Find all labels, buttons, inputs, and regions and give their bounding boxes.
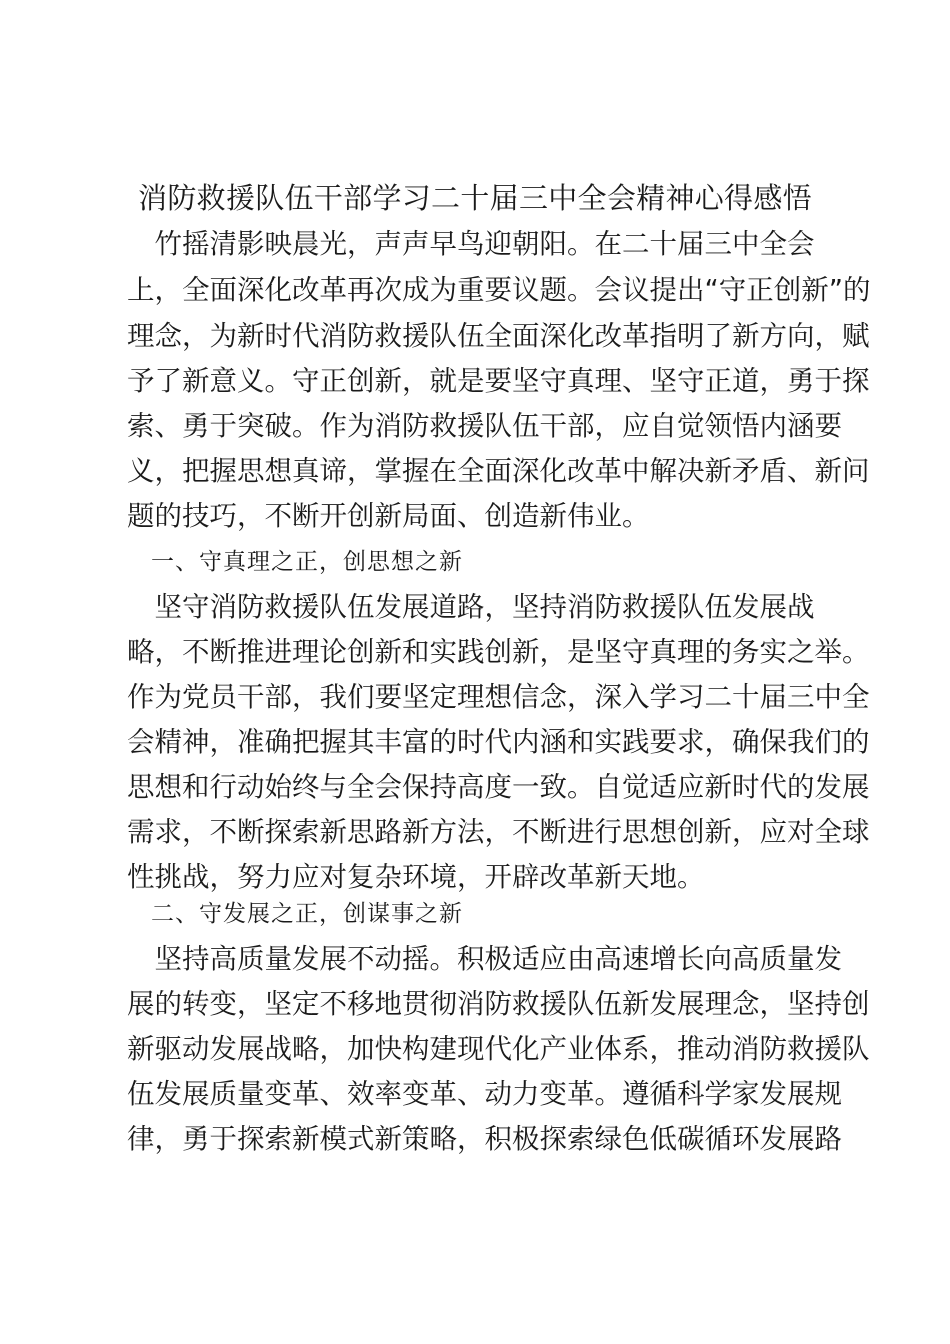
document-title: 消防救援队伍干部学习二十届三中全会精神心得感悟: [138, 181, 812, 215]
text-line: 思想和行动始终与全会保持高度一致。自觉适应新时代的发展: [127, 771, 870, 803]
text-line: 性挑战，努力应对复杂环境，开辟改革新天地。: [127, 861, 705, 893]
text-line: 理念，为新时代消防救援队伍全面深化改革指明了新方向，赋: [127, 320, 870, 352]
section-heading: 二、守发展之正，创谋事之新: [127, 901, 463, 927]
text-line: 竹摇清影映晨光，声声早鸟迎朝阳。在二十届三中全会: [127, 228, 815, 260]
text-line: 义，把握思想真谛，掌握在全面深化改革中解决新矛盾、新问: [127, 455, 870, 487]
text-line: 予了新意义。守正创新，就是要坚守真理、坚守正道，勇于探: [127, 365, 870, 397]
text-line: 作为党员干部，我们要坚定理想信念，深入学习二十届三中全: [127, 681, 870, 713]
text-line: 索、勇于突破。作为消防救援队伍干部，应自觉领悟内涵要: [127, 410, 842, 442]
text-line: 展的转变，坚定不移地贯彻消防救援队伍新发展理念，坚持创: [127, 988, 870, 1020]
text-line: 律，勇于探索新模式新策略，积极探索绿色低碳循环发展路: [127, 1123, 842, 1155]
text-line: 伍发展质量变革、效率变革、动力变革。遵循科学家发展规: [127, 1078, 842, 1110]
text-line: 上，全面深化改革再次成为重要议题。会议提出“守正创新”的: [127, 274, 871, 306]
text-line: 坚持高质量发展不动摇。积极适应由高速增长向高质量发: [127, 943, 842, 975]
text-line: 坚守消防救援队伍发展道路，坚持消防救援队伍发展战: [127, 591, 815, 623]
text-line: 会精神，准确把握其丰富的时代内涵和实践要求，确保我们的: [127, 726, 870, 758]
text-line: 题的技巧，不断开创新局面、创造新伟业。: [127, 500, 650, 532]
text-line: 需求，不断探索新思路新方法，不断进行思想创新，应对全球: [127, 816, 870, 848]
section-heading: 一、守真理之正，创思想之新: [127, 549, 463, 575]
text-line: 略，不断推进理论创新和实践创新，是坚守真理的务实之举。: [127, 636, 870, 668]
text-line: 新驱动发展战略，加快构建现代化产业体系，推动消防救援队: [127, 1033, 870, 1065]
